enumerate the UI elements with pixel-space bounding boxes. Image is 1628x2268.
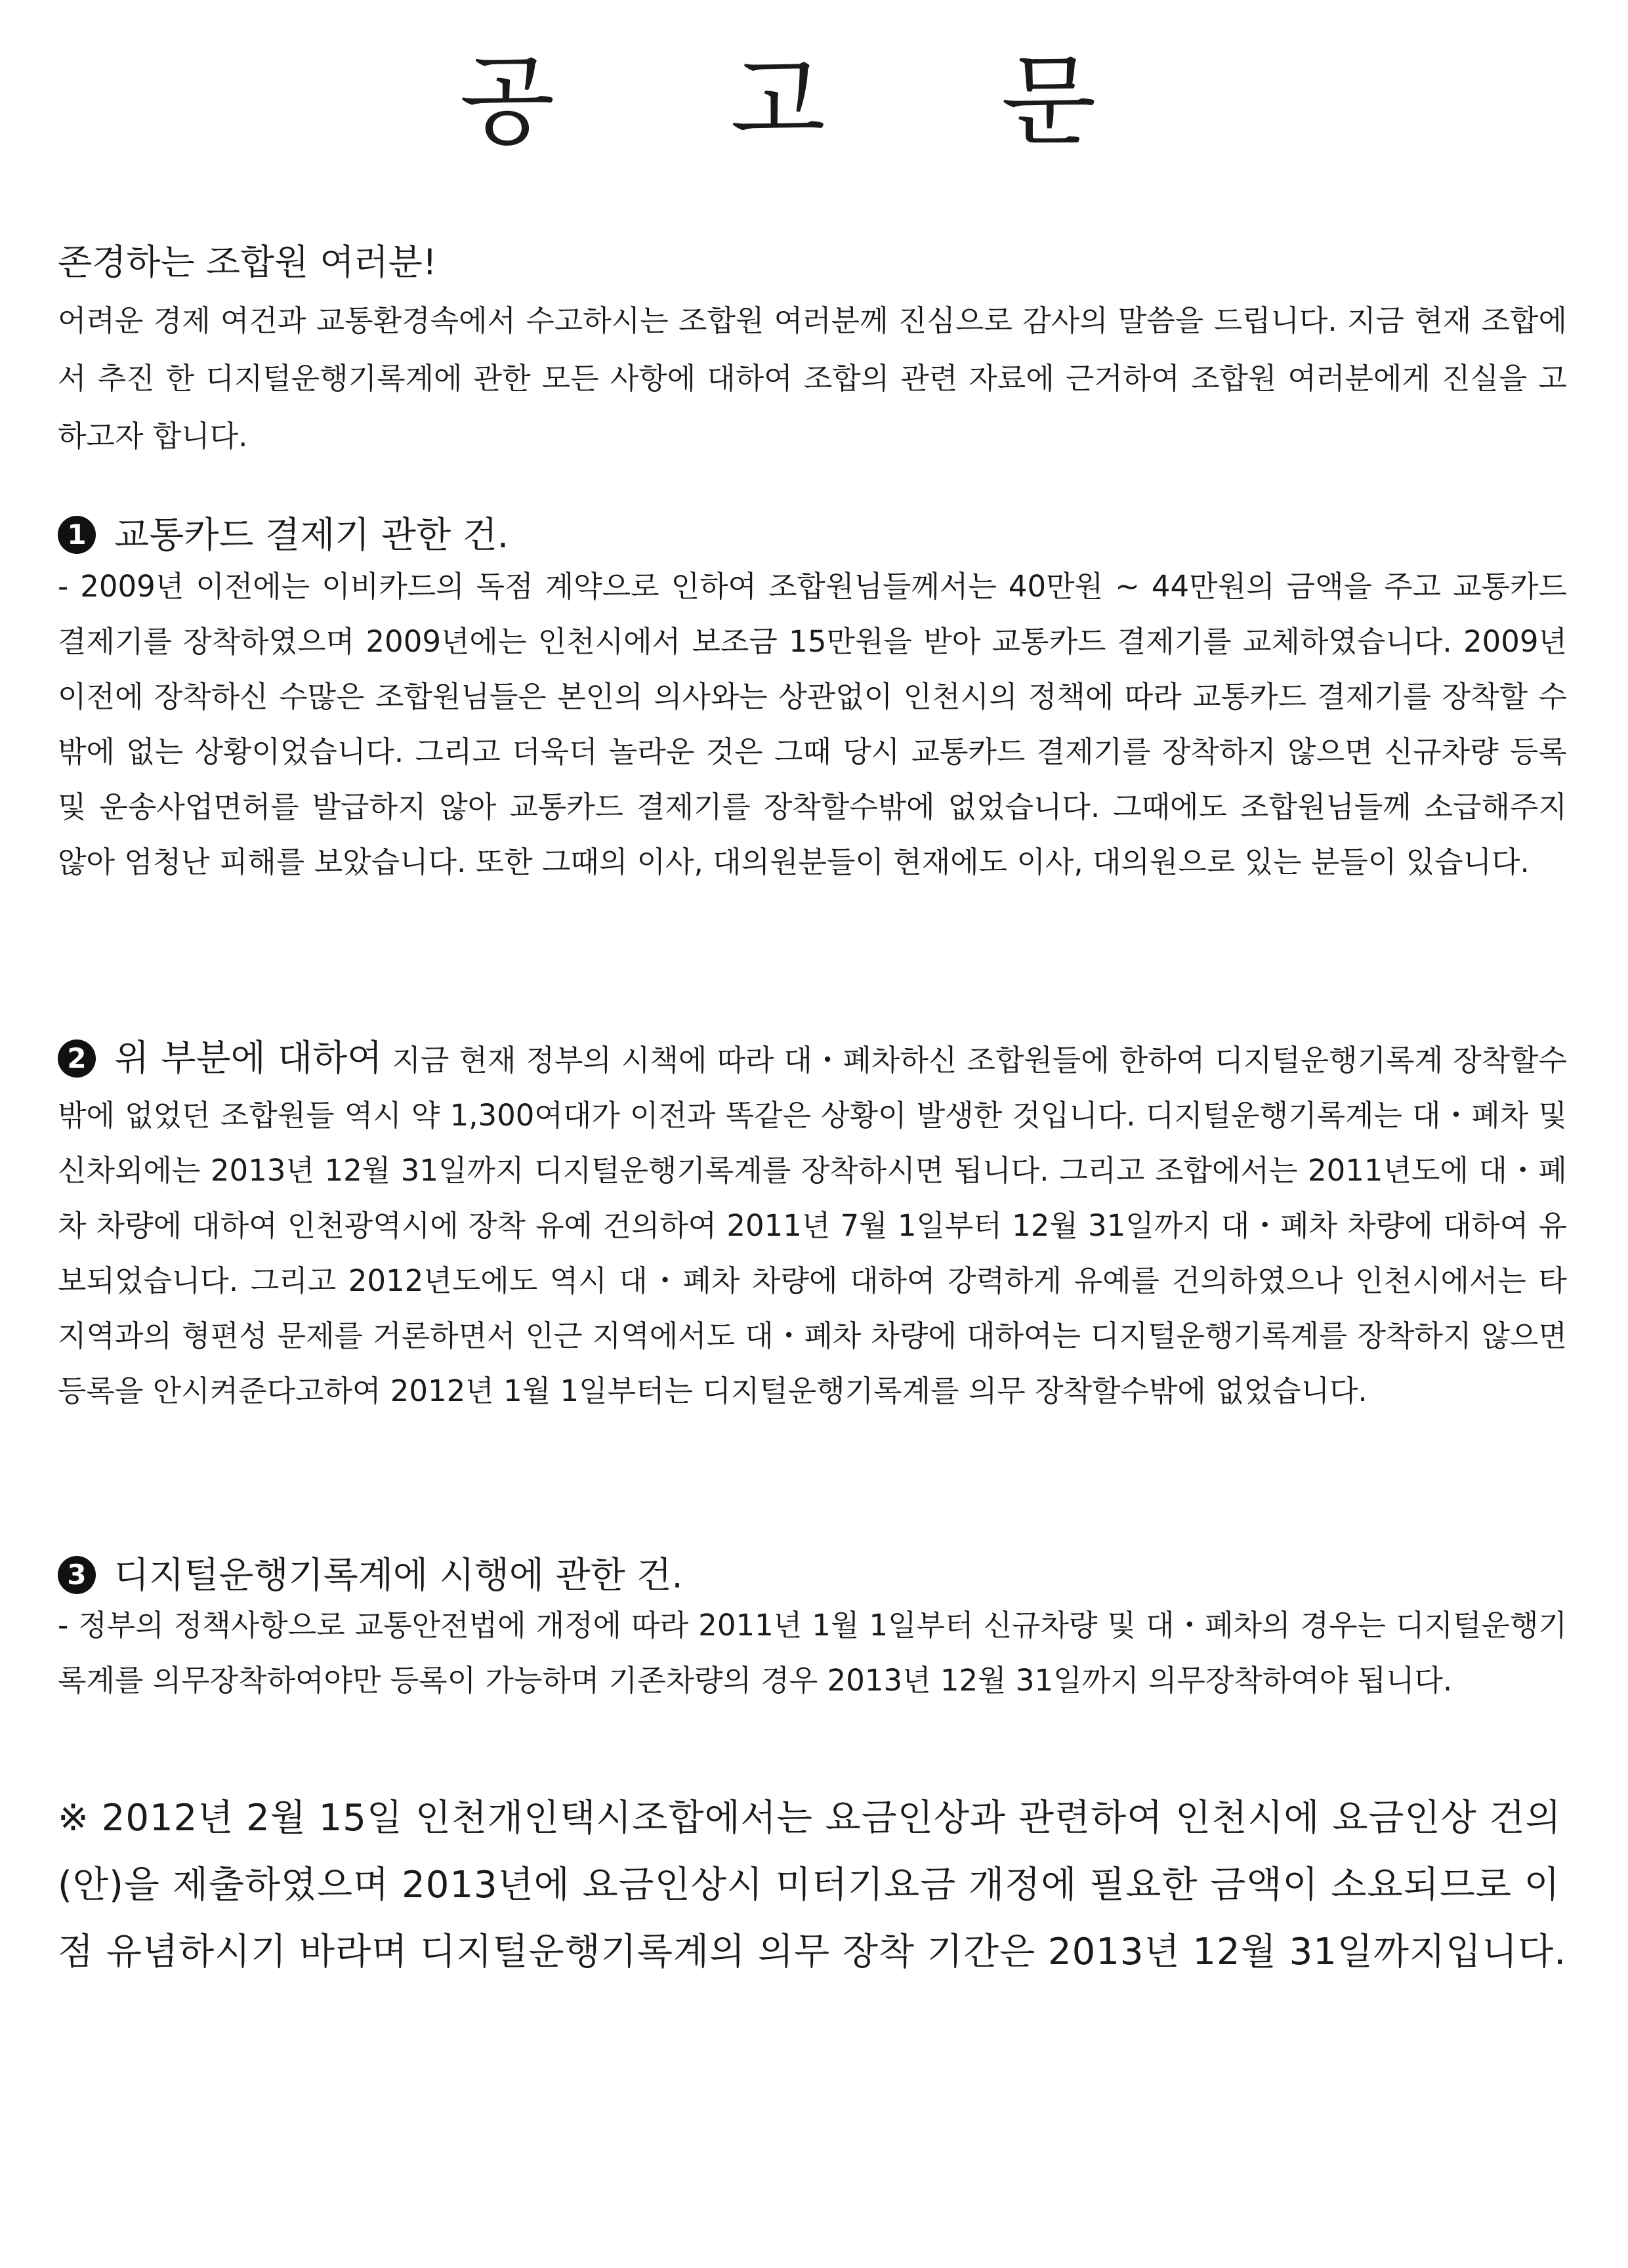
section-2-title: 위 부분에 대하여 (114, 1037, 383, 1079)
section-1-heading (58, 505, 1567, 564)
section-3-heading (58, 1545, 1567, 1605)
number-1-icon: 1 (58, 516, 96, 554)
section-2 (58, 1030, 1567, 1419)
section-2-body: 지금 현재 정부의 시책에 따라 대・폐차하신 조합원들에 한하여 디지털운행기록계 장착할수밖에 없었던 조합원들 역시 약 1,300여대가 이전과 똑같은 상황이 발생한 것입니다. 디지털운행기록계는 대・폐차 및 신차외에는 2013년 12월 31일까지 디지털운행기록계를 장착하시면 됩니다. 그리고 조합에서는 2011년도에 대・폐차 차량에 대하여 인천광역시에 장착 유예 건의하여 2011년 7월 1일부터 12월 31일까지 대・폐차 차량에 대하여 유보되었습니다. 그리고 2012년도에도 역시 대・폐차 차량에 대하여 강력하게 유예를 건의하였으나 인천시에서는 타 지역과의 형편성 문제를 거론하면서 인근 지역에서도 대・폐차 차량에 대하여는 디지털운행기록계를 장착하지 않으면 등록을 안시켜준다고하여 2012년 1월 1일부터는 디지털운행기록계를 의무 장착할수밖에 없었습니다. (58, 1043, 1567, 1408)
number-2-icon: 2 (58, 1040, 96, 1078)
number-3-icon: 3 (58, 1556, 96, 1594)
section-3-body: - 정부의 정책사항으로 교통안전법에 개정에 따라 2011년 1월 1일부터 신규차량 및 대・폐차의 경우는 디지털운행기록계를 의무장착하여야만 등록이 가능하며 기존차량의 경우 2013년 12월 31일까지 의무장착하여야 됩니다. (58, 1608, 1567, 1698)
closing-note: ※ 2012년 2월 15일 인천개인택시조합에서는 요금인상과 관련하여 인천시에 요금인상 건의(안)을 제출하였으며 2013년에 요금인상시 미터기요금 개정에 필요한 금액이 소요되므로 이점 유념하시기 바라며 디지털운행기록계의 의무 장착 기간은 2013년 12월 31일까지입니다. (58, 1797, 1567, 1973)
intro-paragraph: 어려운 경제 여건과 교통환경속에서 수고하시는 조합원 여러분께 진심으로 감사의 말씀을 드립니다. 지금 현재 조합에서 추진 한 디지털운행기록계에 관한 모든 사항에 대하여 조합의 관련 자료에 근거하여 조합원 여러분에게 진실을 고하고자 합니다. (58, 303, 1567, 453)
section-3-title: 디지털운행기록계에 시행에 관한 건. (114, 1554, 683, 1596)
section-1-title: 교통카드 결제기 관한 건. (114, 514, 509, 556)
greeting: 존경하는 조합원 여러분! (58, 242, 437, 283)
page-title: 공 고 문 (459, 45, 1169, 159)
section-1-body: - 2009년 이전에는 이비카드의 독점 계약으로 인하여 조합원님들께서는 40만원 ~ 44만원의 금액을 주고 교통카드 결제기를 장착하였으며 2009년에는 인천시에서 보조금 15만원을 받아 교통카드 결제기를 교체하였습니다. 2009년 이전에 장착하신 수많은 조합원님들은 본인의 의사와는 상관없이 인천시의 정책에 따라 교통카드 결제기를 장착할 수밖에 없는 상황이었습니다. 그리고 더욱더 놀라운 것은 그때 당시 교통카드 결제기를 장착하지 않으면 신규차량 등록 및 운송사업면허를 발급하지 않아 교통카드 결제기를 장착할수밖에 없었습니다. 그때에도 조합원님들께 소급해주지 않아 엄청난 피해를 보았습니다. 또한 그때의 이사, 대의원분들이 현재에도 이사, 대의원으로 있는 분들이 있습니다. (58, 569, 1567, 879)
